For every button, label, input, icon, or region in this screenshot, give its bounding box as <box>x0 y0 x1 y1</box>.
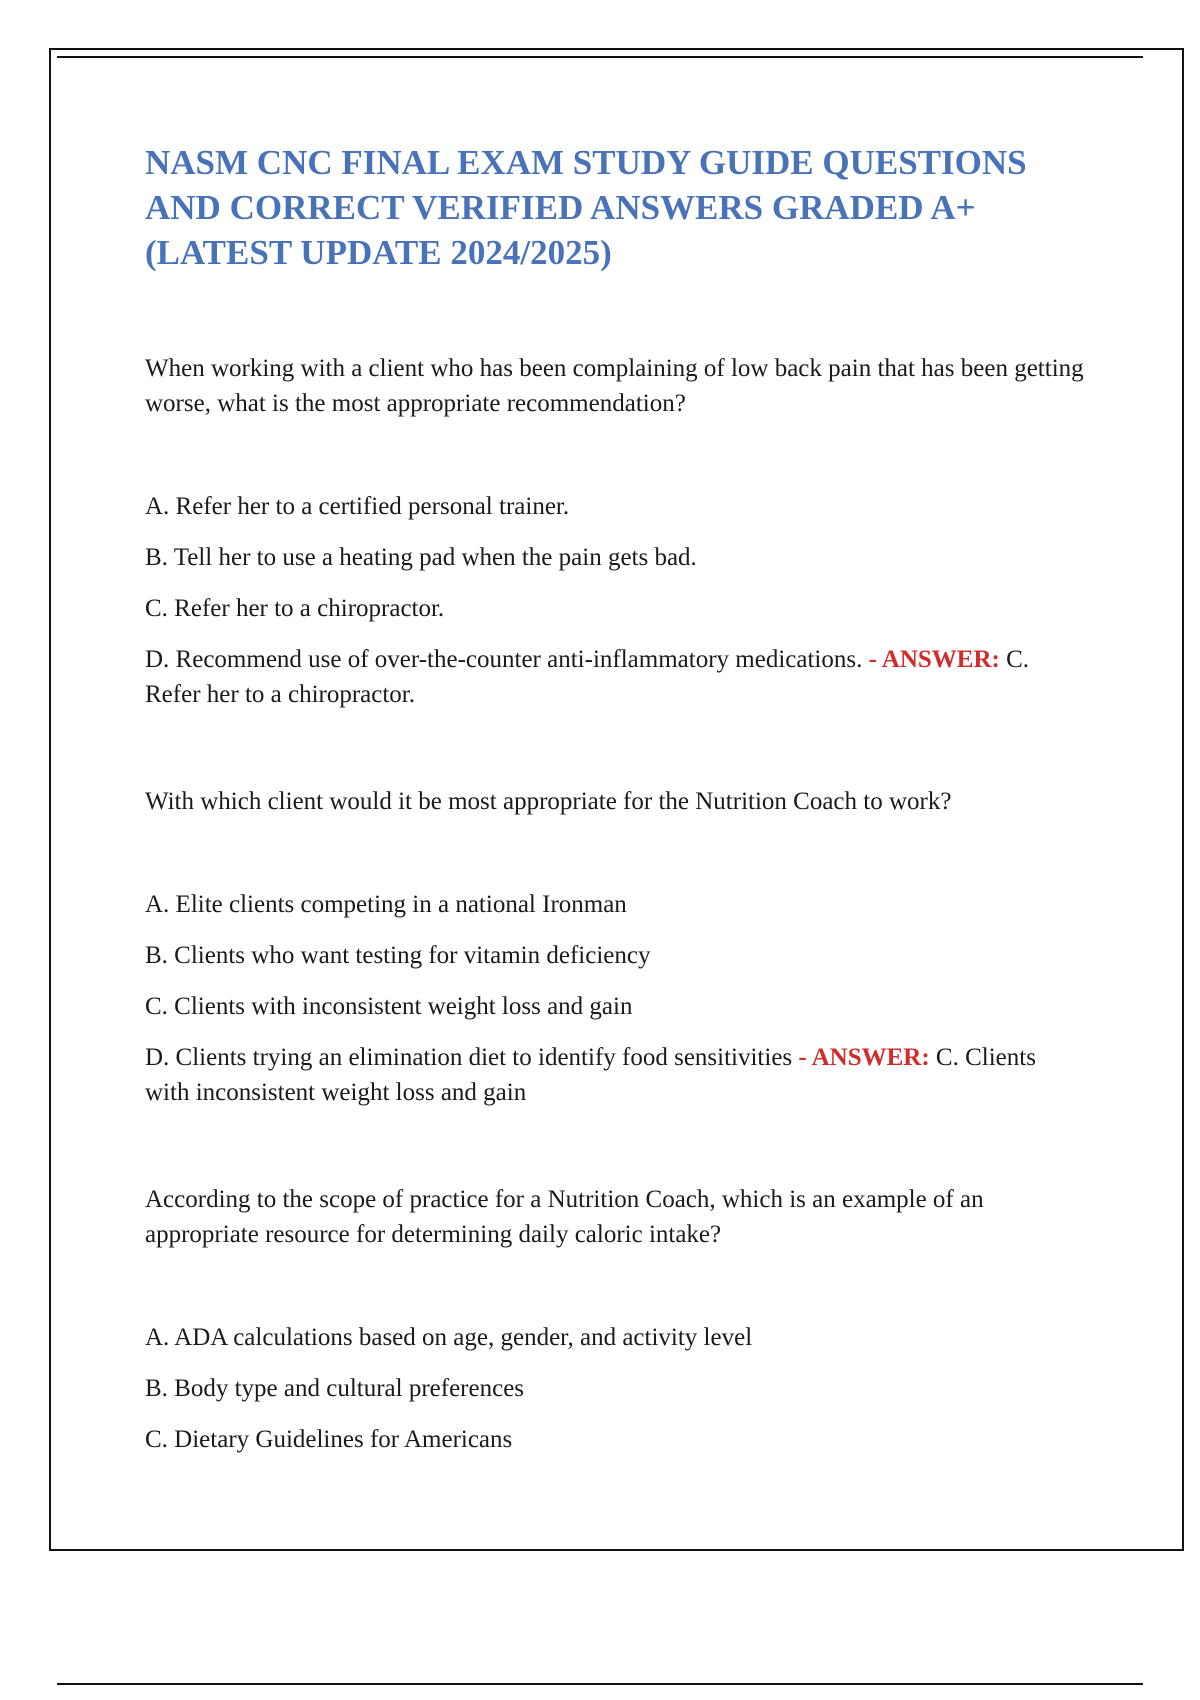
option-list <box>145 1320 1085 1457</box>
option-list <box>145 489 1085 712</box>
answer-text: C. Refer her to a chiropractor. <box>145 646 1030 708</box>
document-body <box>145 140 1085 1457</box>
answer-label: - ANSWER: <box>868 646 1000 673</box>
option-text: B. Tell her to use a heating pad when the pain gets bad. <box>145 544 697 571</box>
question-block <box>145 351 1085 712</box>
option-text: B. Clients who want testing for vitamin deficiency <box>145 942 651 969</box>
option-text: C. Refer her to a chiropractor. <box>145 595 445 622</box>
option-list <box>145 887 1085 1110</box>
option-text: C. Dietary Guidelines for Americans <box>145 1426 513 1453</box>
option-item <box>145 591 1085 626</box>
question-prompt: With which client would it be most appropriate for the Nutrition Coach to work? <box>145 788 952 815</box>
option-item-with-answer <box>145 642 1085 712</box>
option-item <box>145 1371 1085 1406</box>
question-prompt: When working with a client who has been complaining of low back pain that has been getting worse, what is the most appropriate recommendation? <box>145 355 1084 417</box>
option-item <box>145 938 1085 973</box>
answer-label: - ANSWER: <box>798 1044 930 1071</box>
bottom-rule <box>57 1683 1143 1685</box>
option-item <box>145 1422 1085 1457</box>
option-text: A. Refer her to a certified personal trainer. <box>145 493 570 520</box>
option-item <box>145 489 1085 524</box>
answer-text: C. Clients with inconsistent weight loss and gain <box>145 1044 1036 1106</box>
question-block <box>145 1182 1085 1457</box>
option-item <box>145 887 1085 922</box>
option-item <box>145 1320 1085 1355</box>
option-item <box>145 540 1085 575</box>
option-text: D. Recommend use of over-the-counter anti-inflammatory medications. <box>145 646 863 673</box>
question-block <box>145 784 1085 1110</box>
option-text: B. Body type and cultural preferences <box>145 1375 525 1402</box>
option-text: A. Elite clients competing in a national Ironman <box>145 891 627 918</box>
option-text: C. Clients with inconsistent weight loss and gain <box>145 993 633 1020</box>
option-text: A. ADA calculations based on age, gender, and activity level <box>145 1324 753 1351</box>
question-prompt: According to the scope of practice for a Nutrition Coach, which is an example of an appropriate resource for determining daily caloric intake? <box>145 1186 984 1248</box>
option-item <box>145 989 1085 1024</box>
document-title: NASM CNC FINAL EXAM STUDY GUIDE QUESTIONS AND CORRECT VERIFIED ANSWERS GRADED A+ (LATEST UPDATE 2024/2025) <box>145 143 1027 272</box>
option-item-with-answer <box>145 1040 1085 1110</box>
option-text: D. Clients trying an elimination diet to identify food sensitivities <box>145 1044 793 1071</box>
